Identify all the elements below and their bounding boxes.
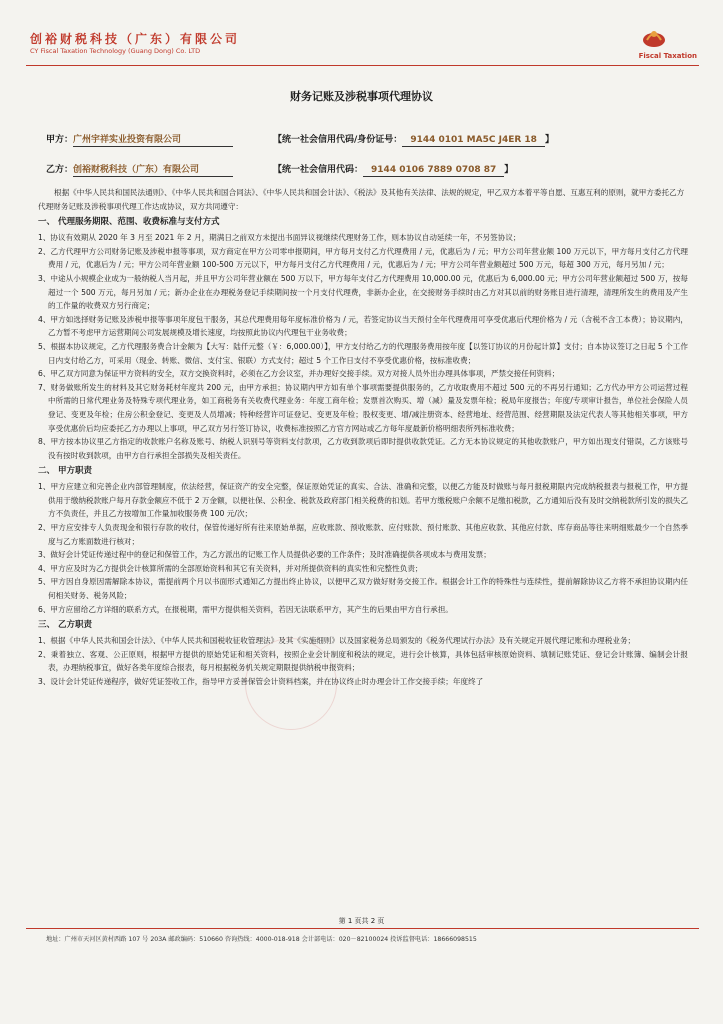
page-title: 财务记账及涉税事项代理协议 [290,90,433,103]
clause: 6、甲乙双方同意为保证甲方资料的安全，双方交换资料时，必须在乙方会议室，并办理好交接手续。双方对接人员外出办理具体事项，严禁交接任何资料； [38,369,560,379]
company-name-cn: 创裕财税科技（广东）有限公司 [30,32,241,46]
party-a-name: 广州宇祥实业投资有限公司 [73,134,233,147]
party-a-code: 9144 0101 MA5C J4ER 18 [402,134,545,147]
clause: 7、财务做账所发生的材料及其它财务耗材年度共 200 元，由甲方承担；协议期内甲方如有单个事项需要提供服务的，乙方收取费用不超过 500 元的不再另行通知；乙方代办甲方公司运营过程中所需的日常代理业务及特殊专项代理业务，如工商税务有关收费代理业务：年度工商年检；发票首次购买、增（减）量及发票年检；税局年度报告；年度/专项审计报告，单位社会保险人员登记、变更及年检；住房公积金登记、变更及人员增减；特种经营许可证登记、变更及年检；股权变更、增/减注册资本、经营地址、经营范围、经营期限及法定代表人等其他相关事项，甲方享受优惠价后均应委托乙方办理以上事项，甲乙双方另行签订协议，收费标准按照乙方官方网站或乙方每年度最新价格明细表所列标准收费； [38,382,688,433]
party-a-line [46,134,554,147]
party-b-code: 9144 0106 7889 0708 87 [363,164,504,177]
party-b-label: 乙方： [46,165,74,175]
clause: 5、根据本协议规定，乙方代理服务费合计金额为【大写：陆仟元整（￥：6,000.00）】，甲方支付给乙方的代理服务费用按年度【以签订协议的月份起计算】支付；自本协议签订之日起 5 个工作日内支付给乙方，可采用（现金、转账、微信、支付宝、银联）方式支付；超过 5 个工作日支付不享受优惠价格，按标准收费； [38,341,688,365]
company-name-en: CY Fiscal Taxation Technology (Guang Dong) Co. LTD [30,47,201,55]
party-b-name: 创裕财税科技（广东）有限公司 [73,164,233,177]
company-logo-icon [641,26,667,48]
clause: 4、甲方如选择财务记账及涉税申报等事项年度包干服务，其总代理费用每年度标准价格为 / 元，若签定协议当天预付全年代理费用可享受优惠后代理价格为 / 元（含税不含工本费）；协议期内，乙方暂不考虑甲方运营期间公司发展规模及增长速度，均按照此协议内代理包干业务收费； [38,314,688,338]
section-heading: 一、 代理服务期限、范围、收费标准与支付方式 [38,217,220,228]
clause: 1、协议有效期从 2020 年 3 月至 2021 年 2 月，期满日之前双方未提出书面异议视继续代理财务工作，则本协议自动延续一年，不另签协议； [38,233,521,243]
party-a-label: 甲方： [46,135,74,145]
section-heading: 二、 甲方职责 [38,466,92,477]
clause: 3、做好会计凭证传递过程中的登记和保管工作，为乙方派出的记账工作人员提供必要的工作条件；及时准确提供各项成本与费用发票； [38,550,491,560]
section-heading: 三、 乙方职责 [38,620,92,631]
party-b-code-label: 【统一社会信用代码： [273,165,364,175]
agreement-body [38,186,688,689]
clause: 5、甲方因自身原因需解除本协议，需提前两个月以书面形式通知乙方提出终止协议，以便甲乙双方做好财务交接工作。根据会计工作的特殊性与连续性，提前解除协议乙方将不承担协议期内任何相关财务、税务风险； [38,577,688,601]
footer-address: 地址：广州市天河区黄村西路 107 号 203A 邮政编码：510660 咨询热线：4000-018-918 会计部电话：020－82100024 投诉监督电话：18666098515 [46,936,477,943]
party-b-line [46,164,513,177]
party-a-close: 】 [544,135,554,145]
clause: 1、甲方应建立和完善企业内部管理制度，依法经营，保证资产的安全完整，保证原始凭证的真实、合法、准确和完整，以便乙方能及时做账与每月报税期限内完成纳税报表与报税工作，甲方提供用于缴纳税款账户每月存款金额应不低于 2 万金额，以便社保、公积金、税款及政府部门相关税费的扣划。若甲方缴税账户余额不足缴扣税款，乙方通知后没有及时交纳税款所引发的损失乙方不负责任，并且乙方按增加工作量加收服务费 100 元/次； [38,482,688,519]
clause: 6、甲方应留给乙方详细的联系方式，在报税期，需甲方提供相关资料，若因无法联系甲方，其产生的后果由甲方自行承担。 [38,604,453,614]
clause: 4、甲方应及时为乙方提供会计核算所需的全部原始资料和其它有关资料，并对所提供资料的真实性和完整性负责； [38,563,423,573]
clause: 2、甲方应安排专人负责现金和银行存款的收付，保管传递好所有往来原始单据，应收账款、预收账款、应付账款、预付账款、其他应收款、其他应付款、库存商品等往来明细账最少一个自然季度与乙方账面数进行核对； [38,523,688,546]
letterhead-tagline: Fiscal Taxation [638,52,697,60]
clause: 2、秉着独立、客观、公正原则，根据甲方提供的原始凭证和相关资料，按照企业会计制度和税法的规定，进行会计核算，具体包括审核原始资料、填制记账凭证、登记会计账簿、编制会计报表，办理纳税事宜，做好各类年度综合报表，每月根据税务机关规定期限提供纳税申报资料； [38,649,688,673]
clause: 1、根据《中华人民共和国会计法》、《中华人民共和国税收征收管理法》及其《实施细则》以及国家税务总局颁发的《税务代理试行办法》及有关规定开展代理记账和办理税业务； [38,636,636,646]
letterhead-divider [26,65,699,66]
letterhead-left [30,32,240,56]
footer-divider [26,928,699,929]
clause: 8、甲方按本协议里乙方指定的收款账户名称及账号、纳税人识别号等资料支付款项，乙方收到款项后即时提供收款凭证。乙方无本协议规定的其他收款账户，甲方如出现支付错误，乙方该账号没有按时收到款项，由甲方自行承担全部损失及相关责任。 [38,437,688,460]
clause: 3、中途从小规模企业成为一般纳税人当月起，并且甲方公司年营业额在 500 万以下，甲方每年支付乙方代理费用 10,000.00 元，优惠后为 6,000.00 元；甲方公司年营业额超过 500 万，按每超过一个 500 万元，每月另加 / 元；新办企业在办理税务登记手续期间按一个月支付代理费，非新办企业，在交接财务手续时由乙方对其以前的财务账目进行清理，清理所发生的费用及产生的工作量的收费双方另行商定； [38,273,688,311]
party-a-code-label: 【统一社会信用代码/身份证号： [273,135,403,145]
clause: 3、设计会计凭证传递程序，做好凭证签收工作，指导甲方妥善保管会计资料档案，并在协议终止时办理会计工作交接手续；年度终了 [38,677,484,686]
party-b-close: 】 [504,165,514,175]
intro-paragraph: 根据《中华人民共和国民法通则》、《中华人民共和国合同法》、《中华人民共和国会计法》、《税法》及其他有关法律、法规的规定，甲乙双方本着平等自愿、互惠互利的原则，就甲方委托乙方代理财务记账及涉税事项代理工作达成协议，双方共同遵守： [38,188,685,211]
page-number: 第 1 页共 2 页 [338,917,385,925]
clause: 2、乙方代理甲方公司财务记账及涉税申报等事项，双方商定在甲方公司零申报期间，甲方每月支付乙方代理费用 / 元，优惠后为 / 元；甲方公司年营业额 100 万元以下，甲方每月支付乙方代理费用 / 元，优惠后为 / 元；甲方公司年营业额 100-500 万元以下，甲方每月支付乙方代理费用 / 元，优惠后为 / 元；甲方公司年营业额超过 500 万元，每超 300 万元，每月另加 / 元； [38,246,688,270]
